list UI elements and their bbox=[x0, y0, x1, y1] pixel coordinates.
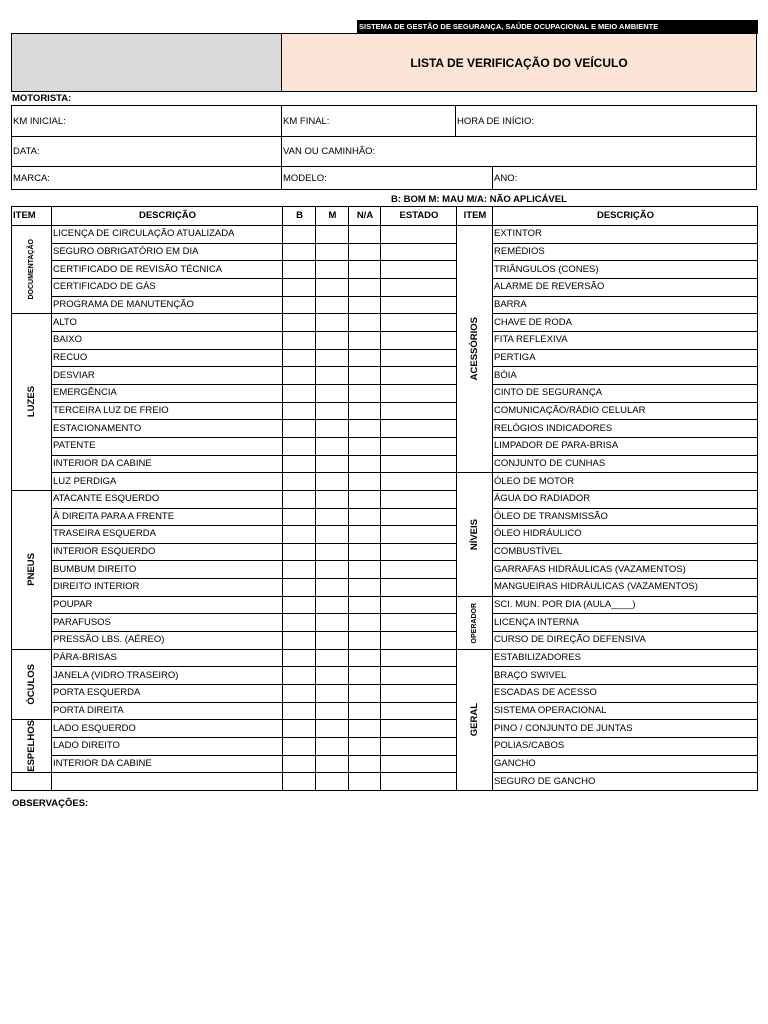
hora-inicio-label: HORA DE INÍCIO: bbox=[457, 115, 535, 127]
right-item-description: LIMPADOR DE PARA-BRISA bbox=[493, 437, 758, 455]
left-item-description: ALTO bbox=[52, 314, 283, 332]
check-cell-na[interactable] bbox=[349, 702, 381, 720]
check-cell-estado[interactable] bbox=[381, 632, 457, 650]
check-cell-na[interactable] bbox=[349, 720, 381, 738]
hora-inicio-field[interactable] bbox=[455, 105, 757, 137]
check-cell-estado[interactable] bbox=[381, 278, 457, 296]
table-row bbox=[12, 526, 758, 544]
motorista-label: MOTORISTA: bbox=[12, 93, 72, 104]
right-group-label: NÍVEIS bbox=[468, 518, 480, 551]
km-inicial-field[interactable] bbox=[11, 105, 282, 137]
check-cell-b[interactable] bbox=[283, 243, 316, 261]
header-b: B bbox=[283, 207, 316, 226]
left-item-description: PATENTE bbox=[52, 437, 283, 455]
check-cell-estado[interactable] bbox=[381, 596, 457, 614]
check-cell-estado[interactable] bbox=[381, 490, 457, 508]
logo-placeholder bbox=[11, 33, 282, 92]
right-group-acessorios bbox=[457, 226, 493, 473]
check-cell-na[interactable] bbox=[349, 561, 381, 579]
check-cell-na[interactable] bbox=[349, 685, 381, 703]
check-cell-estado[interactable] bbox=[381, 331, 457, 349]
check-cell-na[interactable] bbox=[349, 649, 381, 667]
left-group-label: DOCUMENTAÇÃO bbox=[27, 239, 35, 300]
table-row bbox=[12, 314, 758, 332]
modelo-field[interactable] bbox=[281, 166, 493, 190]
table-row bbox=[12, 243, 758, 261]
check-cell-na[interactable] bbox=[349, 402, 381, 420]
check-cell-m[interactable] bbox=[316, 614, 349, 632]
check-cell-b[interactable] bbox=[283, 331, 316, 349]
check-cell-estado[interactable] bbox=[381, 473, 457, 491]
check-cell-m[interactable] bbox=[316, 579, 349, 597]
check-cell-m[interactable] bbox=[316, 543, 349, 561]
left-item-description: DIREITO INTERIOR bbox=[52, 579, 283, 597]
left-item-description: BUMBUM DIREITO bbox=[52, 561, 283, 579]
right-item-description: CINTO DE SEGURANÇA bbox=[493, 384, 758, 402]
check-cell-b[interactable] bbox=[283, 367, 316, 385]
check-cell-b[interactable] bbox=[283, 579, 316, 597]
check-cell-na[interactable] bbox=[349, 261, 381, 279]
table-row bbox=[12, 473, 758, 491]
table-row bbox=[12, 543, 758, 561]
left-item-description: TERCEIRA LUZ DE FREIO bbox=[52, 402, 283, 420]
check-cell-na[interactable] bbox=[349, 367, 381, 385]
table-row bbox=[12, 667, 758, 685]
check-cell-estado[interactable] bbox=[381, 420, 457, 438]
check-cell-m[interactable] bbox=[316, 667, 349, 685]
check-cell-b[interactable] bbox=[283, 384, 316, 402]
check-cell-estado[interactable] bbox=[381, 367, 457, 385]
check-cell-na[interactable] bbox=[349, 755, 381, 773]
check-cell-b[interactable] bbox=[283, 420, 316, 438]
table-row bbox=[12, 367, 758, 385]
table-row bbox=[12, 755, 758, 773]
left-item-description bbox=[52, 773, 283, 791]
table-row bbox=[12, 402, 758, 420]
check-cell-b[interactable] bbox=[283, 738, 316, 756]
check-cell-b[interactable] bbox=[283, 543, 316, 561]
right-item-description: BRAÇO SWIVEL bbox=[493, 667, 758, 685]
check-cell-m[interactable] bbox=[316, 243, 349, 261]
check-cell-b[interactable] bbox=[283, 632, 316, 650]
marca-field[interactable] bbox=[11, 166, 282, 190]
left-item-description: LUZ PERDIGA bbox=[52, 473, 283, 491]
left-item-description: POUPAR bbox=[52, 596, 283, 614]
check-cell-na[interactable] bbox=[349, 437, 381, 455]
check-cell-estado[interactable] bbox=[381, 226, 457, 244]
check-cell-na[interactable] bbox=[349, 278, 381, 296]
right-item-description: RELÓGIOS INDICADORES bbox=[493, 420, 758, 438]
right-item-description: SCI. MUN. POR DIA (AULA____) bbox=[493, 596, 758, 614]
check-cell-na[interactable] bbox=[349, 508, 381, 526]
van-caminhao-label: VAN OU CAMINHÃO: bbox=[283, 146, 376, 157]
table-row bbox=[12, 773, 758, 791]
check-cell-na[interactable] bbox=[349, 243, 381, 261]
check-cell-estado[interactable] bbox=[381, 384, 457, 402]
check-cell-estado[interactable] bbox=[381, 702, 457, 720]
table-row bbox=[12, 384, 758, 402]
check-cell-b[interactable] bbox=[283, 720, 316, 738]
left-item-description: INTERIOR ESQUERDO bbox=[52, 543, 283, 561]
check-cell-b[interactable] bbox=[283, 667, 316, 685]
check-cell-b[interactable] bbox=[283, 437, 316, 455]
document-title: LISTA DE VERIFICAÇÃO DO VEÍCULO bbox=[281, 33, 757, 92]
right-item-description: LICENÇA INTERNA bbox=[493, 614, 758, 632]
right-item-description: ALARME DE REVERSÃO bbox=[493, 278, 758, 296]
check-cell-m[interactable] bbox=[316, 685, 349, 703]
check-cell-b[interactable] bbox=[283, 649, 316, 667]
left-item-description: INTERIOR DA CABINE bbox=[52, 755, 283, 773]
right-item-description: ESCADAS DE ACESSO bbox=[493, 685, 758, 703]
left-item-description: PORTA DIREITA bbox=[52, 702, 283, 720]
right-group-niveis bbox=[457, 473, 493, 597]
check-cell-b[interactable] bbox=[283, 455, 316, 473]
header-descricao: DESCRIÇÃO bbox=[52, 207, 283, 226]
check-cell-na[interactable] bbox=[349, 314, 381, 332]
check-cell-estado[interactable] bbox=[381, 579, 457, 597]
check-cell-m[interactable] bbox=[316, 490, 349, 508]
table-header-row bbox=[12, 207, 758, 226]
check-cell-estado[interactable] bbox=[381, 314, 457, 332]
check-cell-estado[interactable] bbox=[381, 349, 457, 367]
header-descricao-right: DESCRIÇÃO bbox=[493, 207, 758, 226]
check-cell-b[interactable] bbox=[283, 296, 316, 314]
table-row bbox=[12, 685, 758, 703]
table-row bbox=[12, 561, 758, 579]
check-cell-na[interactable] bbox=[349, 331, 381, 349]
left-item-description: ESTACIONAMENTO bbox=[52, 420, 283, 438]
check-cell-m[interactable] bbox=[316, 331, 349, 349]
left-item-description: PORTA ESQUERDA bbox=[52, 685, 283, 703]
check-cell-m[interactable] bbox=[316, 561, 349, 579]
check-cell-b[interactable] bbox=[283, 490, 316, 508]
right-item-description: ÁGUA DO RADIADOR bbox=[493, 490, 758, 508]
right-item-description: COMBUSTÍVEL bbox=[493, 543, 758, 561]
check-cell-na[interactable] bbox=[349, 596, 381, 614]
check-cell-estado[interactable] bbox=[381, 614, 457, 632]
left-item-description: INTERIOR DA CABINE bbox=[52, 455, 283, 473]
check-cell-b[interactable] bbox=[283, 685, 316, 703]
right-item-description: FITA REFLEXIVA bbox=[493, 331, 758, 349]
check-cell-estado[interactable] bbox=[381, 296, 457, 314]
check-cell-na[interactable] bbox=[349, 543, 381, 561]
km-final-label: KM FINAL: bbox=[283, 115, 330, 127]
table-row bbox=[12, 420, 758, 438]
system-banner: SISTEMA DE GESTÃO DE SEGURANÇA, SAÚDE OCUPACIONAL E MEIO AMBIENTE bbox=[357, 20, 758, 34]
left-group-label: LUZES bbox=[25, 386, 37, 418]
check-cell-m[interactable] bbox=[316, 261, 349, 279]
left-item-description: ATACANTE ESQUERDO bbox=[52, 490, 283, 508]
right-item-description: PINO / CONJUNTO DE JUNTAS bbox=[493, 720, 758, 738]
check-cell-na[interactable] bbox=[349, 579, 381, 597]
table-row bbox=[12, 490, 758, 508]
header-m: M bbox=[316, 207, 349, 226]
left-group-documentacao bbox=[12, 226, 52, 314]
right-item-description: CONJUNTO DE CUNHAS bbox=[493, 455, 758, 473]
check-cell-b[interactable] bbox=[283, 508, 316, 526]
check-cell-m[interactable] bbox=[316, 455, 349, 473]
check-cell-b[interactable] bbox=[283, 526, 316, 544]
check-cell-na[interactable] bbox=[349, 226, 381, 244]
check-cell-estado[interactable] bbox=[381, 508, 457, 526]
check-cell-na[interactable] bbox=[349, 420, 381, 438]
check-cell-na[interactable] bbox=[349, 349, 381, 367]
left-item-description: JANELA (VIDRO TRASEIRO) bbox=[52, 667, 283, 685]
check-cell-m[interactable] bbox=[316, 755, 349, 773]
km-final-field[interactable] bbox=[281, 105, 456, 137]
check-cell-na[interactable] bbox=[349, 614, 381, 632]
check-cell-b[interactable] bbox=[283, 278, 316, 296]
check-cell-estado[interactable] bbox=[381, 526, 457, 544]
check-cell-na[interactable] bbox=[349, 632, 381, 650]
right-item-description: CHAVE DE RODA bbox=[493, 314, 758, 332]
check-cell-na[interactable] bbox=[349, 526, 381, 544]
left-group-espelhos bbox=[12, 720, 52, 773]
check-cell-m[interactable] bbox=[316, 773, 349, 791]
checklist-table bbox=[11, 206, 758, 791]
check-cell-m[interactable] bbox=[316, 473, 349, 491]
table-row bbox=[12, 226, 758, 244]
observacoes-label: OBSERVAÇÕES: bbox=[12, 798, 89, 809]
check-cell-b[interactable] bbox=[283, 773, 316, 791]
left-item-description: À DIREITA PARA A FRENTE bbox=[52, 508, 283, 526]
table-row bbox=[12, 261, 758, 279]
header-item: ITEM bbox=[12, 207, 52, 226]
check-cell-m[interactable] bbox=[316, 226, 349, 244]
check-cell-estado[interactable] bbox=[381, 649, 457, 667]
right-item-description: REMÉDIOS bbox=[493, 243, 758, 261]
check-cell-m[interactable] bbox=[316, 402, 349, 420]
header-na: N/A bbox=[349, 207, 381, 226]
left-group-label: PNEUS bbox=[25, 553, 37, 587]
check-cell-estado[interactable] bbox=[381, 561, 457, 579]
check-cell-m[interactable] bbox=[316, 632, 349, 650]
check-cell-b[interactable] bbox=[283, 614, 316, 632]
check-cell-b[interactable] bbox=[283, 226, 316, 244]
left-item-description: PÁRA-BRISAS bbox=[52, 649, 283, 667]
left-group-label: ESPELHOS bbox=[25, 720, 37, 773]
legend: B: BOM M: MAU M/A: NÃO APLICÁVEL bbox=[391, 194, 567, 205]
right-item-description: COMUNICAÇÃO/RÁDIO CELULAR bbox=[493, 402, 758, 420]
km-inicial-label: KM INICIAL: bbox=[13, 115, 66, 127]
check-cell-b[interactable] bbox=[283, 473, 316, 491]
right-item-description: BARRA bbox=[493, 296, 758, 314]
check-cell-estado[interactable] bbox=[381, 685, 457, 703]
check-cell-m[interactable] bbox=[316, 367, 349, 385]
check-cell-estado[interactable] bbox=[381, 437, 457, 455]
left-item-description: TRASEIRA ESQUERDA bbox=[52, 526, 283, 544]
right-group-operador bbox=[457, 596, 493, 649]
check-cell-b[interactable] bbox=[283, 561, 316, 579]
right-item-description: PERTIGA bbox=[493, 349, 758, 367]
left-item-description: LADO ESQUERDO bbox=[52, 720, 283, 738]
left-group-oculos bbox=[12, 649, 52, 720]
left-group-blank bbox=[12, 773, 52, 791]
right-item-description: ÓLEO HIDRÁULICO bbox=[493, 526, 758, 544]
left-item-description: PRESSÃO LBS. (AÉREO) bbox=[52, 632, 283, 650]
check-cell-estado[interactable] bbox=[381, 720, 457, 738]
left-item-description: RECUO bbox=[52, 349, 283, 367]
right-item-description: GARRAFAS HIDRÁULICAS (VAZAMENTOS) bbox=[493, 561, 758, 579]
right-item-description: ESTABILIZADORES bbox=[493, 649, 758, 667]
data-label: DATA: bbox=[13, 146, 40, 157]
right-group-label: ACESSÓRIOS bbox=[468, 317, 480, 381]
left-item-description: CERTIFICADO DE GÁS bbox=[52, 278, 283, 296]
table-row bbox=[12, 702, 758, 720]
right-item-description: ÓLEO DE TRANSMISSÃO bbox=[493, 508, 758, 526]
check-cell-na[interactable] bbox=[349, 455, 381, 473]
right-item-description: SEGURO DE GANCHO bbox=[493, 773, 758, 791]
left-item-description: PARAFUSOS bbox=[52, 614, 283, 632]
right-item-description: BÓIA bbox=[493, 367, 758, 385]
check-cell-m[interactable] bbox=[316, 508, 349, 526]
ano-field[interactable] bbox=[492, 166, 757, 190]
right-item-description: ÓLEO DE MOTOR bbox=[493, 473, 758, 491]
check-cell-m[interactable] bbox=[316, 278, 349, 296]
left-item-description: CERTIFICADO DE REVISÃO TÉCNICA bbox=[52, 261, 283, 279]
check-cell-na[interactable] bbox=[349, 384, 381, 402]
table-row bbox=[12, 614, 758, 632]
check-cell-estado[interactable] bbox=[381, 543, 457, 561]
right-item-description: POLIAS/CABOS bbox=[493, 738, 758, 756]
table-row bbox=[12, 508, 758, 526]
check-cell-na[interactable] bbox=[349, 667, 381, 685]
check-cell-b[interactable] bbox=[283, 755, 316, 773]
table-row bbox=[12, 349, 758, 367]
check-cell-m[interactable] bbox=[316, 596, 349, 614]
left-item-description: LADO DIREITO bbox=[52, 738, 283, 756]
check-cell-m[interactable] bbox=[316, 437, 349, 455]
right-item-description: GANCHO bbox=[493, 755, 758, 773]
check-cell-m[interactable] bbox=[316, 296, 349, 314]
left-item-description: EMERGÊNCIA bbox=[52, 384, 283, 402]
check-cell-na[interactable] bbox=[349, 773, 381, 791]
right-group-label: GERAL bbox=[468, 703, 480, 737]
left-item-description: DESVIAR bbox=[52, 367, 283, 385]
right-item-description: TRIÂNGULOS (CONES) bbox=[493, 261, 758, 279]
check-cell-na[interactable] bbox=[349, 490, 381, 508]
table-row bbox=[12, 649, 758, 667]
check-cell-m[interactable] bbox=[316, 738, 349, 756]
table-row bbox=[12, 296, 758, 314]
right-group-label: OPERADOR bbox=[470, 602, 478, 643]
check-cell-estado[interactable] bbox=[381, 261, 457, 279]
right-item-description: EXTINTOR bbox=[493, 226, 758, 244]
check-cell-estado[interactable] bbox=[381, 455, 457, 473]
table-row bbox=[12, 455, 758, 473]
table-row bbox=[12, 632, 758, 650]
left-item-description: PROGRAMA DE MANUTENÇÃO bbox=[52, 296, 283, 314]
check-cell-m[interactable] bbox=[316, 649, 349, 667]
van-caminhao-field[interactable] bbox=[281, 136, 757, 167]
table-row bbox=[12, 437, 758, 455]
check-cell-estado[interactable] bbox=[381, 402, 457, 420]
header-estado: ESTADO bbox=[381, 207, 457, 226]
check-cell-estado[interactable] bbox=[381, 738, 457, 756]
left-group-pneus bbox=[12, 490, 52, 649]
modelo-label: MODELO: bbox=[283, 172, 327, 184]
check-cell-m[interactable] bbox=[316, 720, 349, 738]
check-cell-b[interactable] bbox=[283, 402, 316, 420]
check-cell-b[interactable] bbox=[283, 702, 316, 720]
check-cell-b[interactable] bbox=[283, 596, 316, 614]
check-cell-b[interactable] bbox=[283, 261, 316, 279]
check-cell-m[interactable] bbox=[316, 314, 349, 332]
left-item-description: SEGURO OBRIGATÓRIO EM DIA bbox=[52, 243, 283, 261]
table-row bbox=[12, 738, 758, 756]
check-cell-m[interactable] bbox=[316, 384, 349, 402]
table-row bbox=[12, 278, 758, 296]
check-cell-estado[interactable] bbox=[381, 667, 457, 685]
marca-label: MARCA: bbox=[13, 172, 50, 184]
check-cell-estado[interactable] bbox=[381, 755, 457, 773]
check-cell-na[interactable] bbox=[349, 738, 381, 756]
left-group-luzes bbox=[12, 314, 52, 491]
left-item-description: LICENÇA DE CIRCULAÇÃO ATUALIZADA bbox=[52, 226, 283, 244]
table-row bbox=[12, 720, 758, 738]
right-item-description: SISTEMA OPERACIONAL bbox=[493, 702, 758, 720]
right-item-description: CURSO DE DIREÇÃO DEFENSIVA bbox=[493, 632, 758, 650]
left-item-description: BAIXO bbox=[52, 331, 283, 349]
check-cell-m[interactable] bbox=[316, 349, 349, 367]
table-row bbox=[12, 579, 758, 597]
right-group-geral bbox=[457, 649, 493, 790]
check-cell-b[interactable] bbox=[283, 349, 316, 367]
check-cell-na[interactable] bbox=[349, 473, 381, 491]
check-cell-m[interactable] bbox=[316, 702, 349, 720]
data-field[interactable] bbox=[11, 136, 282, 167]
check-cell-estado[interactable] bbox=[381, 243, 457, 261]
right-item-description: MANGUEIRAS HIDRÁULICAS (VAZAMENTOS) bbox=[493, 579, 758, 597]
header-item-right: ITEM bbox=[457, 207, 493, 226]
ano-label: ANO: bbox=[494, 172, 518, 184]
check-cell-estado[interactable] bbox=[381, 773, 457, 791]
check-cell-m[interactable] bbox=[316, 526, 349, 544]
table-row bbox=[12, 596, 758, 614]
check-cell-na[interactable] bbox=[349, 296, 381, 314]
check-cell-b[interactable] bbox=[283, 314, 316, 332]
check-cell-m[interactable] bbox=[316, 420, 349, 438]
table-row bbox=[12, 331, 758, 349]
left-group-label: ÓCULOS bbox=[25, 664, 37, 705]
